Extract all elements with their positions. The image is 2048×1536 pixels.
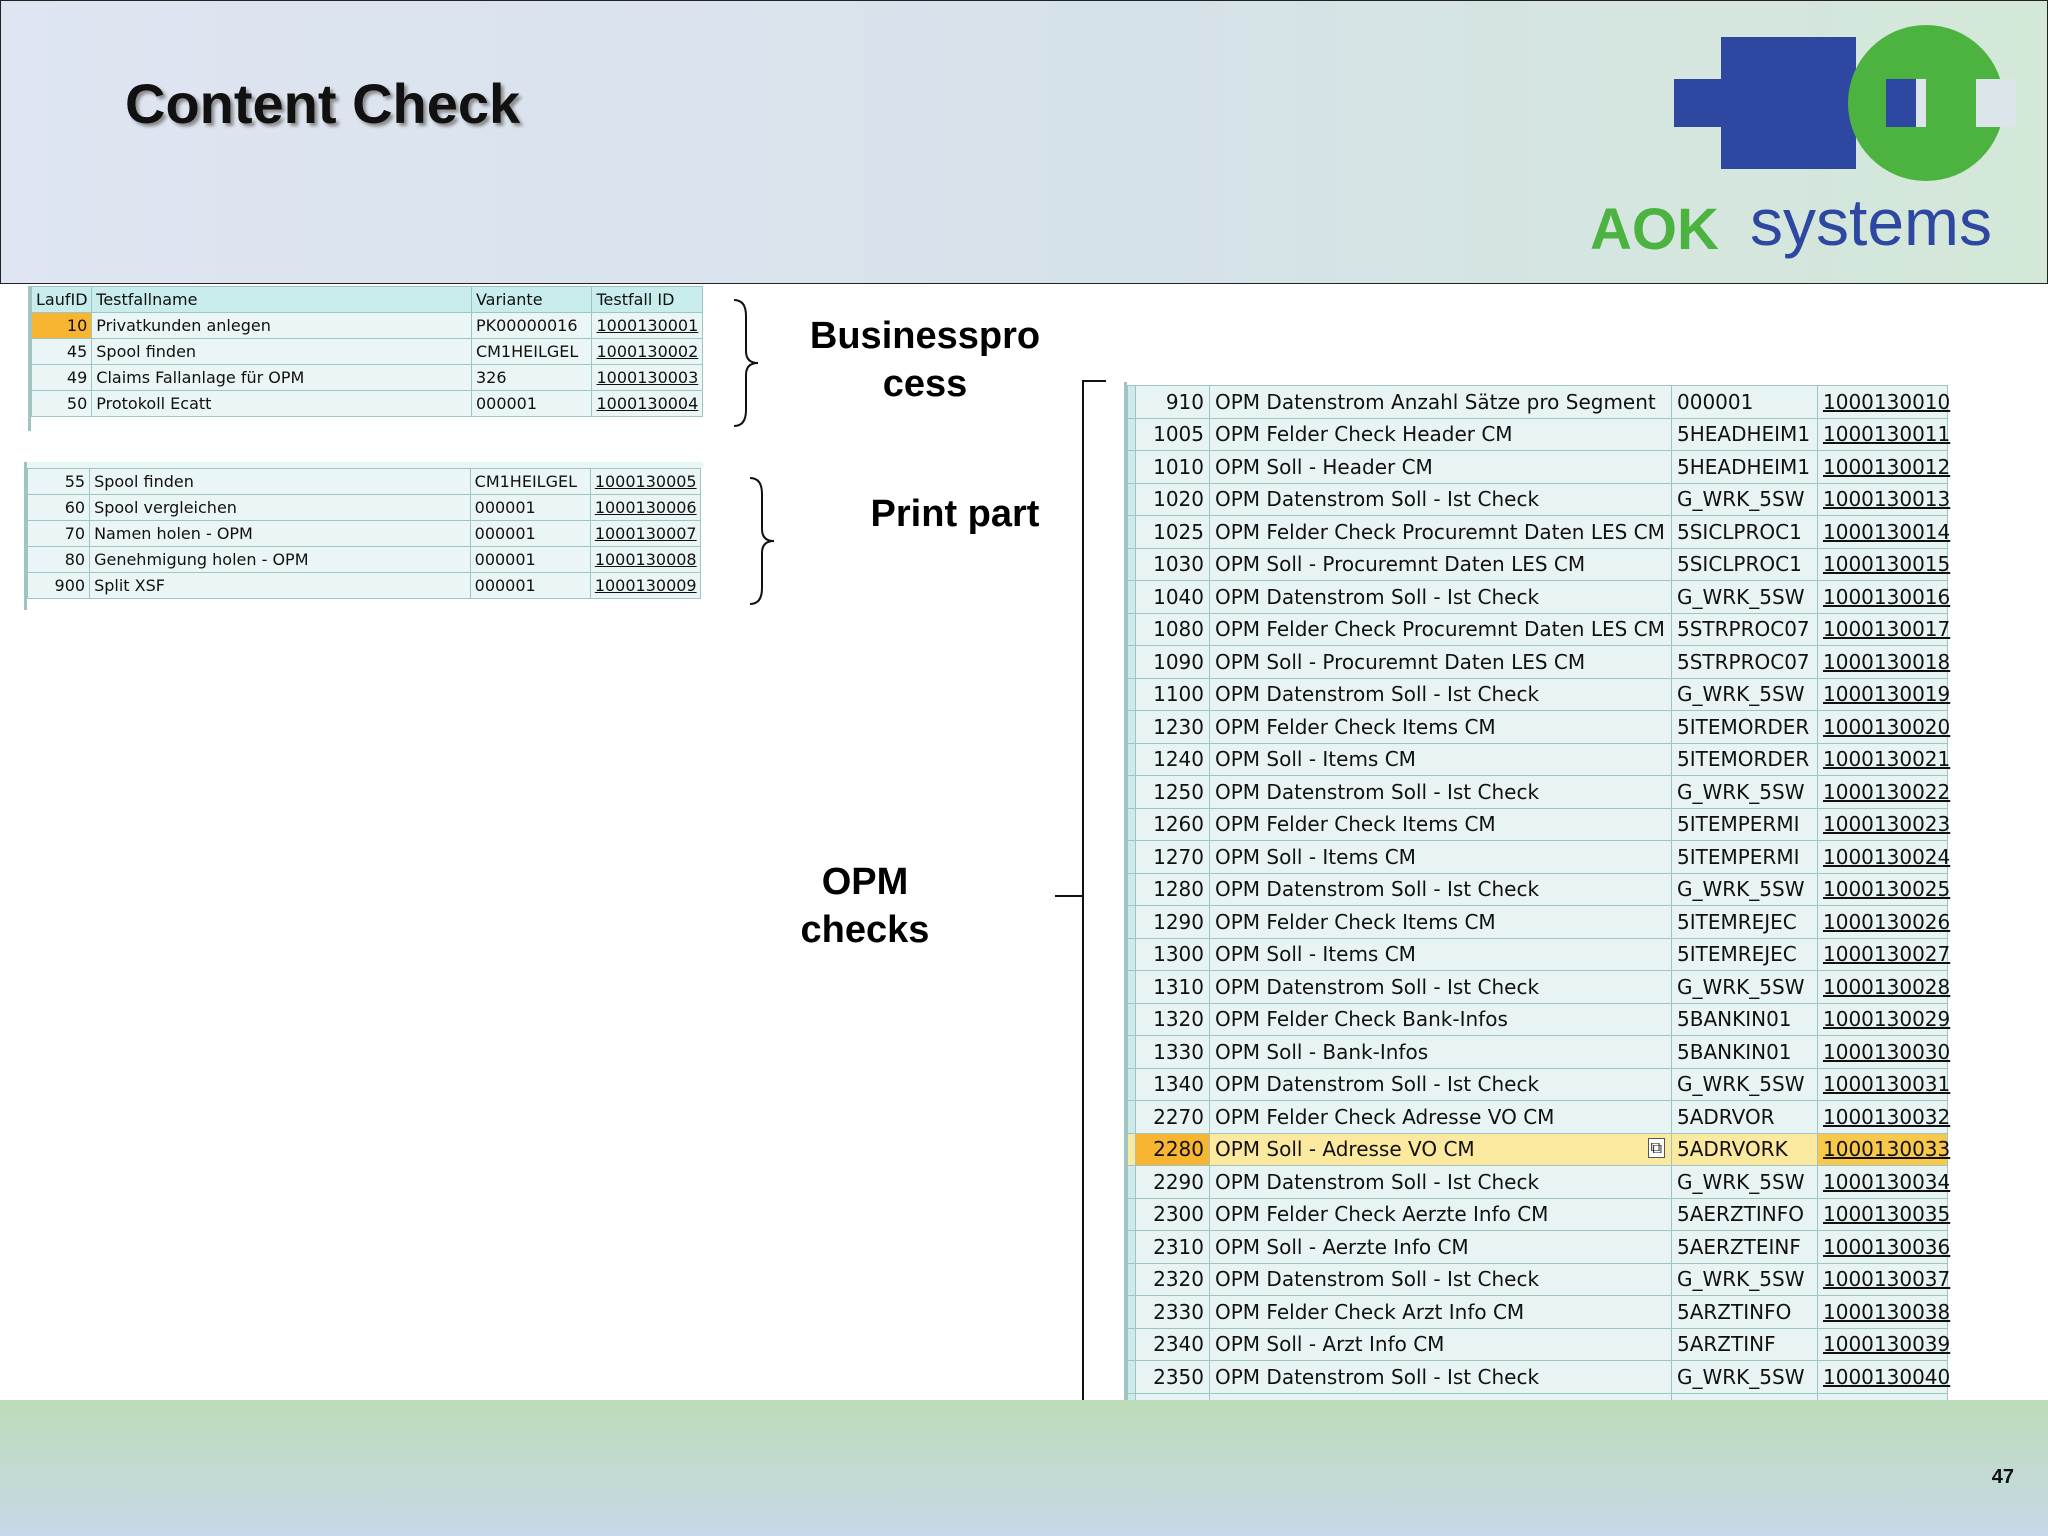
cell-laufid: 45 <box>32 339 92 365</box>
cell-testfallname: OPM Felder Check Header CM <box>1210 418 1672 451</box>
cell-testfallname: Privatkunden anlegen <box>92 313 472 339</box>
row-selector[interactable] <box>1128 1133 1136 1166</box>
cell-variante: 5ITEMREJEC <box>1672 938 1818 971</box>
cell-variante: 000001 <box>470 547 590 573</box>
cell-laufid: 1230 <box>1136 711 1210 744</box>
slide-title: Content Check <box>125 72 521 135</box>
cell-laufid: 1280 <box>1136 873 1210 906</box>
cell-testfall-id-link[interactable]: 1000130020 <box>1818 711 1948 744</box>
cell-variante: 326 <box>471 365 592 391</box>
cell-testfallname: OPM Datenstrom Soll - Ist Check <box>1210 776 1672 809</box>
row-selector[interactable] <box>1128 1296 1136 1329</box>
table-row[interactable] <box>1128 1328 1948 1361</box>
cell-laufid: 910 <box>1136 386 1210 419</box>
cell-testfall-id-link[interactable]: 1000130005 <box>590 469 700 495</box>
row-selector[interactable] <box>1128 516 1136 549</box>
opm-label-line1: OPM <box>821 861 909 903</box>
table-row[interactable] <box>1128 1198 1948 1231</box>
table-row[interactable] <box>1128 516 1948 549</box>
cell-testfallname: Spool finden <box>92 339 472 365</box>
cell-laufid: 50 <box>32 391 92 417</box>
cell-testfall-id-link[interactable]: 1000130006 <box>590 495 700 521</box>
cell-testfallname: OPM Datenstrom Soll - Ist Check <box>1210 971 1672 1004</box>
cell-testfallname: OPM Datenstrom Soll - Ist Check <box>1210 1263 1672 1296</box>
cell-testfallname: OPM Felder Check Procuremnt Daten LES CM <box>1210 516 1672 549</box>
opm-checks-bracket <box>1050 378 1110 1418</box>
cell-testfall-id-link[interactable]: 1000130004 <box>592 391 703 417</box>
cell-variante: G_WRK_5SW <box>1672 678 1818 711</box>
cell-testfallname: OPM Datenstrom Soll - Ist Check <box>1210 1166 1672 1199</box>
cell-laufid: 2300 <box>1136 1198 1210 1231</box>
cell-variante: G_WRK_5SW <box>1672 1361 1818 1394</box>
row-selector[interactable] <box>1128 581 1136 614</box>
cell-variante: 000001 <box>470 521 590 547</box>
cell-testfallname: Namen holen - OPM <box>90 521 471 547</box>
cell-testfallname: Spool vergleichen <box>90 495 471 521</box>
table-row[interactable] <box>1128 613 1948 646</box>
value-help-icon[interactable]: ⧉ <box>1648 1138 1665 1158</box>
cell-testfallname: OPM Datenstrom Soll - Ist Check <box>1210 678 1672 711</box>
row-selector[interactable] <box>1128 776 1136 809</box>
table-row[interactable] <box>32 391 703 417</box>
cell-testfall-id-link[interactable]: 1000130040 <box>1818 1361 1948 1394</box>
cell-variante: 5ADRVORK <box>1672 1133 1818 1166</box>
table-row[interactable] <box>1128 1036 1948 1069</box>
col-header-testfallname[interactable]: Testfallname <box>92 287 472 313</box>
businessprocess-table-frame <box>28 286 705 431</box>
row-selector[interactable] <box>1128 1068 1136 1101</box>
cell-testfall-id-link[interactable]: 1000130009 <box>590 573 700 599</box>
table-row[interactable] <box>1128 873 1948 906</box>
row-selector[interactable] <box>1128 1036 1136 1069</box>
row-selector[interactable] <box>1128 873 1136 906</box>
cell-laufid: 900 <box>28 573 90 599</box>
cell-testfallname: OPM Datenstrom Soll - Ist Check <box>1210 1068 1672 1101</box>
cell-variante: CM1HEILGEL <box>471 339 592 365</box>
cell-variante: 5HEADHEIM1 <box>1672 418 1818 451</box>
cell-variante: 5ARZTINF <box>1672 1328 1818 1361</box>
cell-testfall-id-link[interactable]: 1000130027 <box>1818 938 1948 971</box>
cell-variante: G_WRK_5SW <box>1672 1166 1818 1199</box>
cell-laufid: 60 <box>28 495 90 521</box>
opm-checks-label <box>780 858 950 954</box>
row-selector[interactable] <box>1128 841 1136 874</box>
table-row[interactable] <box>32 339 703 365</box>
cell-variante: CM1HEILGEL <box>470 469 590 495</box>
cell-testfall-id-link[interactable]: 1000130001 <box>592 313 703 339</box>
cell-testfallname: Spool finden <box>90 469 471 495</box>
table-row[interactable] <box>1128 1231 1948 1264</box>
table-row[interactable] <box>1128 483 1948 516</box>
cell-laufid: 1310 <box>1136 971 1210 1004</box>
row-selector[interactable] <box>1128 678 1136 711</box>
table-row[interactable] <box>1128 1068 1948 1101</box>
cell-testfallname: Genehmigung holen - OPM <box>90 547 471 573</box>
businessprocess-label-line2: cess <box>882 363 968 405</box>
cell-testfallname: OPM Datenstrom Soll - Ist Check <box>1210 483 1672 516</box>
cell-testfall-id-link[interactable]: 1000130035 <box>1818 1198 1948 1231</box>
cell-testfallname: OPM Soll - Items CM <box>1210 938 1672 971</box>
cell-testfall-id-link[interactable]: 1000130002 <box>592 339 703 365</box>
cell-laufid: 1100 <box>1136 678 1210 711</box>
cell-testfall-id-link[interactable]: 1000130023 <box>1818 808 1948 841</box>
opm-checks-table-frame <box>1124 382 1951 1428</box>
cell-testfall-id-link[interactable]: 1000130019 <box>1818 678 1948 711</box>
cell-laufid: 2290 <box>1136 1166 1210 1199</box>
cell-testfall-id-link[interactable]: 1000130013 <box>1818 483 1948 516</box>
logo-text-aok: AOK <box>1590 197 1719 262</box>
table-row[interactable] <box>1128 1263 1948 1296</box>
cell-variante: 000001 <box>1672 386 1818 419</box>
cell-variante: 5ADRVOR <box>1672 1101 1818 1134</box>
cell-variante: 5STRPROC07 <box>1672 646 1818 679</box>
cell-testfallname: OPM Felder Check Bank-Infos <box>1210 1003 1672 1036</box>
opm-checks-table <box>1127 385 1951 1426</box>
cell-testfall-id-link[interactable]: 1000130007 <box>590 521 700 547</box>
cell-testfall-id-link[interactable]: 1000130037 <box>1818 1263 1948 1296</box>
cell-testfall-id-link[interactable]: 1000130034 <box>1818 1166 1948 1199</box>
table-row[interactable] <box>1128 548 1948 581</box>
cell-testfallname: OPM Soll - Aerzte Info CM <box>1210 1231 1672 1264</box>
cell-variante: 5AERZTEINF <box>1672 1231 1818 1264</box>
cell-testfallname: OPM Soll - Items CM <box>1210 743 1672 776</box>
cell-testfall-id-link[interactable]: 1000130014 <box>1818 516 1948 549</box>
cell-laufid: 1010 <box>1136 451 1210 484</box>
cell-testfallname: OPM Soll - Procuremnt Daten LES CM <box>1210 646 1672 679</box>
table-row[interactable] <box>32 313 703 339</box>
cell-testfall-id-link[interactable]: 1000130031 <box>1818 1068 1948 1101</box>
row-selector[interactable] <box>1128 906 1136 939</box>
col-header-laufid[interactable]: LaufID <box>32 287 92 313</box>
row-selector[interactable] <box>1128 548 1136 581</box>
table-row[interactable] <box>28 495 701 521</box>
print-part-brace <box>746 474 778 608</box>
table-row[interactable] <box>1128 451 1948 484</box>
cell-variante: 000001 <box>470 495 590 521</box>
cell-testfall-id-link[interactable]: 1000130008 <box>590 547 700 573</box>
cell-variante: 5ITEMPERMI <box>1672 841 1818 874</box>
cell-laufid: 1005 <box>1136 418 1210 451</box>
cell-laufid: 1240 <box>1136 743 1210 776</box>
cell-laufid: 2320 <box>1136 1263 1210 1296</box>
cell-laufid: 1330 <box>1136 1036 1210 1069</box>
cell-testfall-id-link[interactable]: 1000130015 <box>1818 548 1948 581</box>
row-selector[interactable] <box>1128 386 1136 419</box>
businessprocess-table <box>31 286 703 417</box>
logo-text-systems: systems <box>1750 185 1993 259</box>
row-selector[interactable] <box>1128 1263 1136 1296</box>
cell-testfallname: OPM Datenstrom Soll - Ist Check <box>1210 873 1672 906</box>
cell-testfall-id-link[interactable]: 1000130016 <box>1818 581 1948 614</box>
cell-variante: G_WRK_5SW <box>1672 776 1818 809</box>
cell-testfall-id-link[interactable]: 1000130021 <box>1818 743 1948 776</box>
cell-variante: G_WRK_5SW <box>1672 483 1818 516</box>
cell-variante: G_WRK_5SW <box>1672 971 1818 1004</box>
cell-laufid: 55 <box>28 469 90 495</box>
cell-variante: 5ARZTINFO <box>1672 1296 1818 1329</box>
cell-testfallname: OPM Soll - Bank-Infos <box>1210 1036 1672 1069</box>
cell-variante: G_WRK_5SW <box>1672 873 1818 906</box>
cell-laufid: 1025 <box>1136 516 1210 549</box>
cell-testfall-id-link[interactable]: 1000130011 <box>1818 418 1948 451</box>
row-selector[interactable] <box>1128 613 1136 646</box>
cell-testfallname: OPM Felder Check Items CM <box>1210 906 1672 939</box>
cell-laufid: 1090 <box>1136 646 1210 679</box>
cell-variante: 000001 <box>471 391 592 417</box>
table-row[interactable] <box>32 365 703 391</box>
cell-testfallname: OPM Soll - Items CM <box>1210 841 1672 874</box>
cell-testfall-id-link[interactable]: 1000130039 <box>1818 1328 1948 1361</box>
row-selector[interactable] <box>1128 1198 1136 1231</box>
cell-variante: G_WRK_5SW <box>1672 1068 1818 1101</box>
cell-testfall-id-link[interactable]: 1000130032 <box>1818 1101 1948 1134</box>
cell-testfall-id-link[interactable]: 1000130026 <box>1818 906 1948 939</box>
table-row[interactable] <box>28 547 701 573</box>
cell-variante: 5ITEMORDER <box>1672 743 1818 776</box>
row-selector[interactable] <box>1128 483 1136 516</box>
cell-laufid: 1290 <box>1136 906 1210 939</box>
cell-testfallname: OPM Felder Check Arzt Info CM <box>1210 1296 1672 1329</box>
col-header-variante[interactable]: Variante <box>471 287 592 313</box>
row-selector[interactable] <box>1128 418 1136 451</box>
cell-laufid: 1080 <box>1136 613 1210 646</box>
cell-variante: 5ITEMPERMI <box>1672 808 1818 841</box>
cell-laufid: 2310 <box>1136 1231 1210 1264</box>
cell-variante: 5BANKIN01 <box>1672 1003 1818 1036</box>
col-header-testfall-id[interactable]: Testfall ID <box>592 287 703 313</box>
cell-laufid: 2330 <box>1136 1296 1210 1329</box>
cell-laufid: 2270 <box>1136 1101 1210 1134</box>
cell-testfall-id-link[interactable]: 1000130018 <box>1818 646 1948 679</box>
table-row[interactable] <box>1128 418 1948 451</box>
row-selector[interactable] <box>1128 711 1136 744</box>
cell-laufid: 10 <box>32 313 92 339</box>
cell-testfall-id-link[interactable]: 1000130010 <box>1818 386 1948 419</box>
cell-laufid: 80 <box>28 547 90 573</box>
cell-laufid: 2350 <box>1136 1361 1210 1394</box>
cell-testfall-id-link[interactable]: 1000130022 <box>1818 776 1948 809</box>
cell-laufid: 1020 <box>1136 483 1210 516</box>
cell-laufid: 70 <box>28 521 90 547</box>
row-selector[interactable] <box>1128 743 1136 776</box>
cell-variante: 5STRPROC07 <box>1672 613 1818 646</box>
cell-testfallname: Protokoll Ecatt <box>92 391 472 417</box>
cell-testfall-id-link[interactable]: 1000130028 <box>1818 971 1948 1004</box>
table-row[interactable] <box>1128 841 1948 874</box>
cell-testfallname: OPM Datenstrom Soll - Ist Check <box>1210 1361 1672 1394</box>
cell-testfallname: OPM Datenstrom Soll - Ist Check <box>1210 581 1672 614</box>
table-row[interactable] <box>1128 971 1948 1004</box>
cell-variante: 5HEADHEIM1 <box>1672 451 1818 484</box>
cell-testfall-id-link[interactable]: 1000130029 <box>1818 1003 1948 1036</box>
table-row[interactable] <box>1128 938 1948 971</box>
businessprocess-label <box>790 312 1060 408</box>
table-row[interactable] <box>28 573 701 599</box>
cell-testfall-id-link[interactable]: 1000130030 <box>1818 1036 1948 1069</box>
cell-testfall-id-link[interactable]: 1000130024 <box>1818 841 1948 874</box>
cell-variante: PK00000016 <box>471 313 592 339</box>
cell-testfallname: Split XSF <box>90 573 471 599</box>
cell-laufid: 1300 <box>1136 938 1210 971</box>
row-selector[interactable] <box>1128 1166 1136 1199</box>
cell-variante: 5ITEMORDER <box>1672 711 1818 744</box>
print-part-table <box>27 468 701 599</box>
row-selector[interactable] <box>1128 1003 1136 1036</box>
aok-systems-logo <box>1586 23 2016 263</box>
slide-header <box>0 0 2048 284</box>
print-part-label: Print part <box>870 493 1040 535</box>
table-row[interactable] <box>1128 1166 1948 1199</box>
row-selector[interactable] <box>1128 1328 1136 1361</box>
cell-variante: G_WRK_5SW <box>1672 581 1818 614</box>
table-row[interactable] <box>1128 386 1948 419</box>
cell-testfall-id-link[interactable]: 1000130036 <box>1818 1231 1948 1264</box>
slide-footer <box>0 1400 2048 1536</box>
cell-variante: 000001 <box>470 573 590 599</box>
row-selector[interactable] <box>1128 971 1136 1004</box>
cell-testfallname: OPM Soll - Procuremnt Daten LES CM <box>1210 548 1672 581</box>
table-row[interactable] <box>1128 1133 1948 1166</box>
row-selector[interactable] <box>1128 646 1136 679</box>
cell-testfallname: OPM Datenstrom Anzahl Sätze pro Segment <box>1210 386 1672 419</box>
cell-testfall-id-link[interactable]: 1000130033 <box>1818 1133 1948 1166</box>
table-row[interactable] <box>1128 808 1948 841</box>
businessprocess-brace <box>730 296 762 430</box>
cell-testfallname: OPM Soll - Arzt Info CM <box>1210 1328 1672 1361</box>
cell-testfallname: OPM Felder Check Items CM <box>1210 808 1672 841</box>
cell-testfallname: OPM Soll - Header CM <box>1210 451 1672 484</box>
table-row[interactable] <box>1128 646 1948 679</box>
row-selector[interactable] <box>1128 1231 1136 1264</box>
cell-testfall-id-link[interactable]: 1000130003 <box>592 365 703 391</box>
cell-laufid: 49 <box>32 365 92 391</box>
table-row[interactable] <box>28 521 701 547</box>
table-row[interactable] <box>1128 711 1948 744</box>
cell-laufid: 1260 <box>1136 808 1210 841</box>
cell-laufid: 1340 <box>1136 1068 1210 1101</box>
cell-variante: G_WRK_5SW <box>1672 1263 1818 1296</box>
table-row[interactable] <box>1128 1296 1948 1329</box>
cell-laufid: 1270 <box>1136 841 1210 874</box>
cell-testfallname: OPM Felder Check Adresse VO CM <box>1210 1101 1672 1134</box>
row-selector[interactable] <box>1128 808 1136 841</box>
row-selector[interactable] <box>1128 938 1136 971</box>
print-part-table-frame <box>24 462 703 610</box>
cell-testfallname: OPM Felder Check Aerzte Info CM <box>1210 1198 1672 1231</box>
cell-variante: 5BANKIN01 <box>1672 1036 1818 1069</box>
table-row[interactable] <box>1128 906 1948 939</box>
row-selector[interactable] <box>1128 1361 1136 1394</box>
cell-testfall-id-link[interactable]: 1000130025 <box>1818 873 1948 906</box>
page-number: 47 <box>1991 1466 2014 1488</box>
table-row[interactable] <box>1128 581 1948 614</box>
cell-variante: 5AERZTINFO <box>1672 1198 1818 1231</box>
cell-laufid: 1320 <box>1136 1003 1210 1036</box>
businessprocess-label-line1: Businesspro <box>809 315 1041 357</box>
cell-testfall-id-link[interactable]: 1000130012 <box>1818 451 1948 484</box>
cell-laufid: 2340 <box>1136 1328 1210 1361</box>
cell-laufid: 2280 <box>1136 1133 1210 1166</box>
table-row[interactable] <box>1128 1361 1948 1394</box>
cell-testfall-id-link[interactable]: 1000130038 <box>1818 1296 1948 1329</box>
table-row[interactable] <box>28 469 701 495</box>
table-row[interactable] <box>1128 743 1948 776</box>
table-row[interactable] <box>1128 678 1948 711</box>
cell-testfallname: Claims Fallanlage für OPM <box>92 365 472 391</box>
cell-variante: 5SICLPROC1 <box>1672 516 1818 549</box>
cell-laufid: 1030 <box>1136 548 1210 581</box>
cell-testfallname: OPM Felder Check Items CM <box>1210 711 1672 744</box>
cell-testfallname: OPM Soll - Adresse VO CM ⧉ <box>1210 1133 1672 1166</box>
cell-laufid: 1250 <box>1136 776 1210 809</box>
row-selector[interactable] <box>1128 1101 1136 1134</box>
table-row[interactable] <box>1128 776 1948 809</box>
cell-laufid: 1040 <box>1136 581 1210 614</box>
table-row[interactable] <box>1128 1101 1948 1134</box>
cell-variante: 5SICLPROC1 <box>1672 548 1818 581</box>
table-header-row <box>32 287 703 313</box>
row-selector[interactable] <box>1128 451 1136 484</box>
cell-testfall-id-link[interactable]: 1000130017 <box>1818 613 1948 646</box>
table-row[interactable] <box>1128 1003 1948 1036</box>
opm-label-line2: checks <box>800 909 930 951</box>
cell-testfallname: OPM Felder Check Procuremnt Daten LES CM <box>1210 613 1672 646</box>
cell-variante: 5ITEMREJEC <box>1672 906 1818 939</box>
